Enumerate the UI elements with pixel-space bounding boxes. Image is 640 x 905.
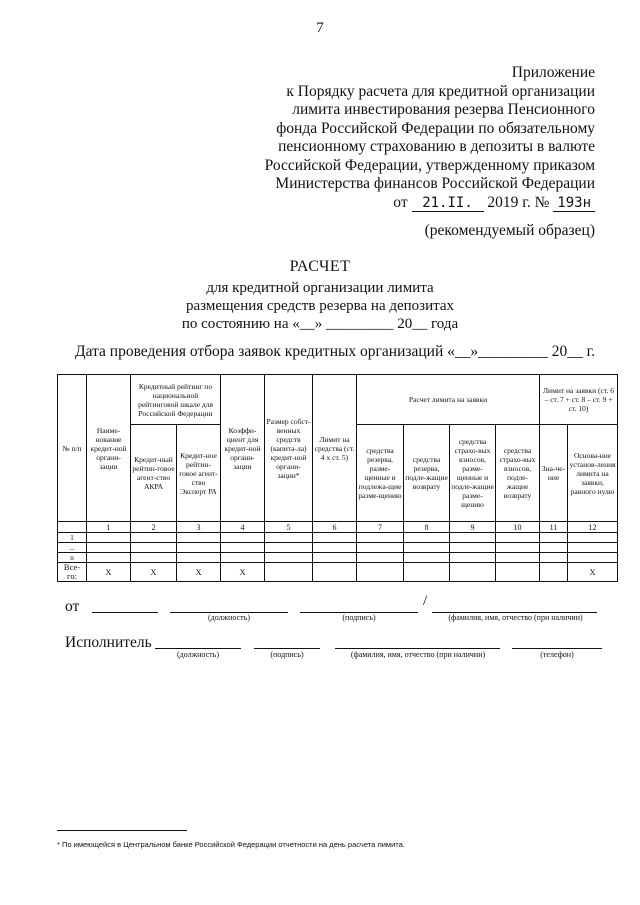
appendix-line: фонда Российской Федерации по обязательному — [276, 119, 595, 137]
header-limit: Лимит на средства (ст. 4 х ст. 5) — [313, 375, 357, 522]
x-mark: X — [568, 563, 618, 582]
order-date-handwritten: 21.II. — [412, 196, 484, 212]
header-expert-ra: Кредит-ное рейтин-говое агент-ство Эксперт РА — [177, 425, 221, 522]
column-number-cell: 8 — [404, 522, 450, 533]
subtitle-line: для кредитной организации лимита — [206, 280, 434, 296]
x-mark: X — [87, 563, 131, 582]
row-label: 1 — [58, 533, 87, 543]
appendix-title: Приложение — [511, 64, 595, 81]
x-mark: X — [131, 563, 177, 582]
column-number-cell: 7 — [357, 522, 404, 533]
position-caption: (должность) — [177, 650, 219, 659]
signature-line — [254, 648, 320, 649]
document-subtitle — [0, 279, 640, 333]
total-label: Все-го: — [58, 563, 87, 582]
appendix-line: к Порядку расчета для кредитной организации — [286, 82, 595, 100]
order-date-line — [195, 194, 595, 213]
header-coefficient: Коэффи-циент для кредит-ной органи-зации — [221, 375, 265, 522]
row-label: ... — [58, 543, 87, 553]
appendix-line: пенсионному страхованию в депозиты в валюте — [278, 138, 595, 155]
table-row — [58, 543, 618, 553]
header-limit-on-bids: Лимит на заявки (ст. 6 – ст. 7 + ст. 8 – ст. 9 + ст. 10) — [540, 375, 618, 425]
x-mark: X — [221, 563, 265, 582]
footnote-divider — [57, 830, 187, 831]
order-number-handwritten: 193н — [553, 196, 595, 212]
column-number-cell: 9 — [450, 522, 496, 533]
column-number-cell — [58, 522, 87, 533]
header-contributions-return: средства страхо-вых взносов, подле-жащие возврату — [496, 425, 540, 522]
table-row — [58, 533, 618, 543]
column-number-cell: 6 — [313, 522, 357, 533]
sample-note: (рекомендуемый образец) — [424, 222, 595, 239]
header-akra: Кредит-ный рейтин-говое агент-ство АКРА — [131, 425, 177, 522]
header-reserve-return: средства резерва, подле-жащие возврату — [404, 425, 450, 522]
column-number-cell: 10 — [496, 522, 540, 533]
header-limit-calculation: Расчет лимита на заявки — [357, 375, 540, 425]
header-credit-rating: Кредитный рейтинг по национальной рейтинговой шкале для Российской Федерации — [131, 375, 221, 425]
total-row — [58, 563, 618, 582]
order-from-prefix: от — [393, 193, 408, 211]
column-number-cell: 11 — [540, 522, 568, 533]
x-mark: X — [177, 563, 221, 582]
appendix-line: Министерства финансов Российской Федерации — [275, 175, 595, 192]
row-label: n — [58, 553, 87, 563]
header-value: Зна-че-ние — [540, 425, 568, 522]
signature-caption: (подпись) — [270, 650, 304, 659]
fio-line — [335, 648, 500, 649]
fio-caption: (фамилия, имя, отчество (при наличии) — [448, 613, 583, 622]
appendix-header — [195, 64, 595, 212]
selection-date-line: Дата проведения отбора заявок кредитных организаций «__»_________ 20__ г. — [75, 343, 596, 360]
subtitle-line: размещения средств резерва на депозитах — [185, 298, 455, 314]
document-title: РАСЧЕТ — [289, 258, 351, 275]
footnote: * По имеющейся в Центральном банке Российской Федерации отчетности на день расчета лимита. — [57, 840, 405, 849]
subtitle-line: по состоянию на «__» _________ 20__ года — [181, 316, 459, 332]
header-contributions-placed: средства страхо-вых взносов, разме-щенные и подле-жащие разме-щению — [450, 425, 496, 522]
column-number-cell: 4 — [221, 522, 265, 533]
column-number-cell: 5 — [265, 522, 313, 533]
slash-separator: / — [423, 593, 428, 609]
header-org-name: Наиме-нование кредит-ной органи-зации — [87, 375, 131, 522]
table-row — [58, 553, 618, 563]
header-zero-reason: Основа-ние установ-ления лимита на заявки, равного нулю — [568, 425, 618, 522]
header-row-number: № п/п — [58, 375, 87, 522]
column-number-cell: 1 — [87, 522, 131, 533]
signature-line — [92, 612, 158, 613]
column-number-cell: 3 — [177, 522, 221, 533]
phone-line — [512, 648, 602, 649]
from-label: от — [65, 598, 80, 615]
signature-caption: (подпись) — [342, 613, 376, 622]
header-reserve-placed: средства резерва, разме-щенные и подлежа-щие разме-щению — [357, 425, 404, 522]
position-line — [155, 648, 241, 649]
order-year: 2019 г. № — [487, 193, 550, 211]
phone-caption: (телефон) — [540, 650, 574, 659]
fio-caption: (фамилия, имя, отчество (при наличии) — [350, 650, 486, 659]
page-number: 7 — [316, 20, 324, 36]
appendix-line: Российской Федерации, утвержденному приказом — [264, 156, 595, 174]
limit-calculation-table — [57, 374, 618, 582]
column-number-cell: 2 — [131, 522, 177, 533]
header-own-capital: Размер собст-венных средств (капита-ла) кредит-ной органи-зации* — [265, 375, 313, 522]
executor-label: Исполнитель — [65, 634, 152, 651]
appendix-line: лимита инвестирования резерва Пенсионного — [292, 101, 595, 118]
position-caption: (должность) — [208, 613, 250, 622]
column-number-cell: 12 — [568, 522, 618, 533]
